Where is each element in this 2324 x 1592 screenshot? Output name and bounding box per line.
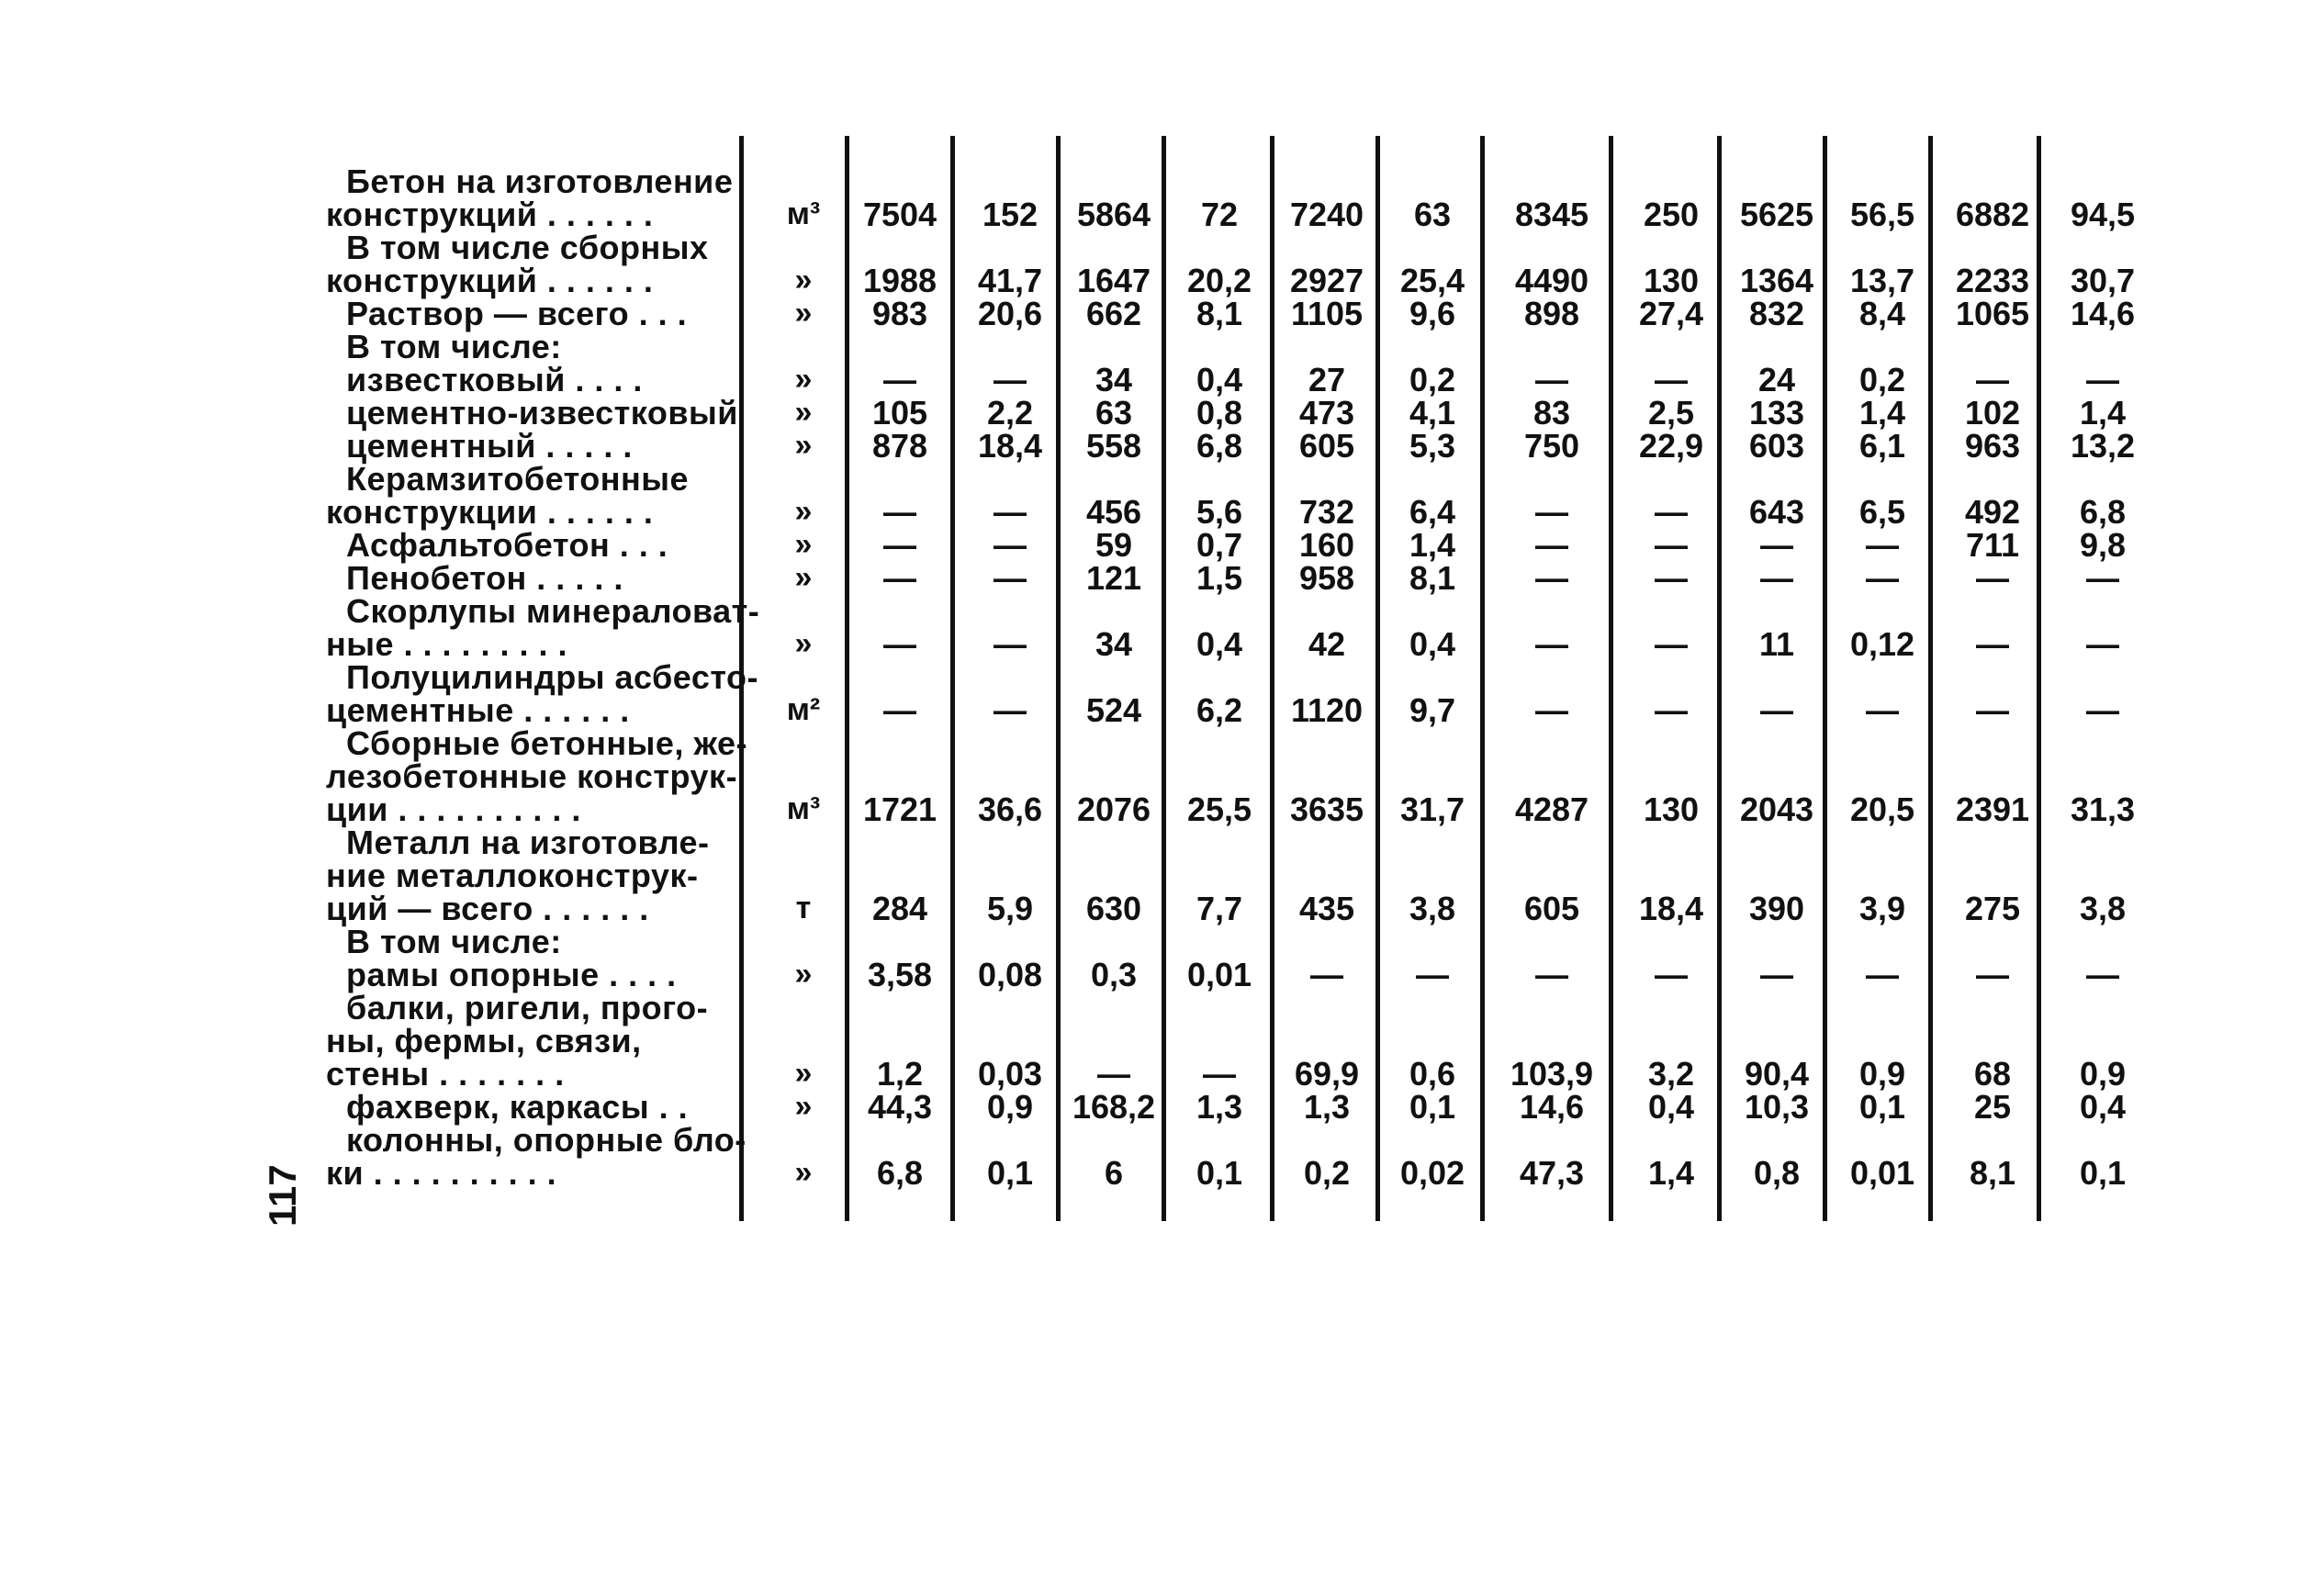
value-cell: 8,1 xyxy=(1969,1154,2016,1192)
value-cell: 0,6 xyxy=(1409,1055,1456,1093)
value-cell: — xyxy=(1655,956,1688,993)
value-cell: 24 xyxy=(1757,361,1796,398)
value-cell: 898 xyxy=(1523,295,1580,332)
value-cell: — xyxy=(883,526,916,564)
value-cell: 10,3 xyxy=(1744,1088,1810,1126)
value-cell: 4287 xyxy=(1514,790,1589,828)
value-cell: 6 xyxy=(1104,1154,1124,1192)
value-cell: 6,2 xyxy=(1196,691,1243,729)
value-cell: 121 xyxy=(1085,559,1142,597)
value-cell: — xyxy=(1976,625,2009,663)
row-label: ции . . . . . . . . . . xyxy=(326,790,581,828)
value-cell: 20,6 xyxy=(977,295,1043,332)
value-cell: 643 xyxy=(1748,493,1805,531)
row-label: Металл на изготовле- xyxy=(346,824,710,861)
value-cell: — xyxy=(883,559,916,597)
value-cell: 0,1 xyxy=(2079,1154,2127,1192)
value-cell: — xyxy=(1866,956,1899,993)
value-cell: 18,4 xyxy=(1638,890,1704,927)
value-cell: 14,6 xyxy=(1519,1088,1585,1126)
value-cell: 524 xyxy=(1085,691,1142,729)
value-cell: 152 xyxy=(982,196,1039,233)
value-cell: 0,1 xyxy=(1409,1088,1456,1126)
value-cell: 1105 xyxy=(1290,295,1364,332)
value-cell: 27,4 xyxy=(1638,295,1704,332)
value-cell: 68 xyxy=(1973,1055,2012,1093)
value-cell: — xyxy=(1760,559,1793,597)
value-cell: 47,3 xyxy=(1519,1154,1585,1192)
value-cell: 25,4 xyxy=(1399,262,1465,299)
value-cell: 14,6 xyxy=(2070,295,2136,332)
value-cell: 105 xyxy=(871,394,928,432)
row-label: В том числе: xyxy=(346,923,562,960)
value-cell: 34 xyxy=(1095,625,1133,663)
value-cell: 7240 xyxy=(1289,196,1364,233)
value-cell: 6,5 xyxy=(1858,493,1906,531)
row-label: цементно-известковый xyxy=(346,394,738,432)
unit-cell: » xyxy=(794,527,813,562)
column-rule xyxy=(1609,136,1613,1221)
value-cell: 9,8 xyxy=(2079,526,2127,564)
value-cell: 832 xyxy=(1748,295,1805,332)
value-cell: 13,2 xyxy=(2070,427,2136,465)
value-cell: — xyxy=(1866,559,1899,597)
value-cell: 2,2 xyxy=(986,394,1034,432)
row-label: В том числе сборных xyxy=(346,229,709,266)
value-cell: 2076 xyxy=(1076,790,1151,828)
value-cell: 9,7 xyxy=(1409,691,1456,729)
value-cell: 56,5 xyxy=(1849,196,1915,233)
unit-cell: » xyxy=(794,362,813,397)
value-cell: 0,3 xyxy=(1090,956,1138,993)
page-number: 117 xyxy=(261,1164,304,1227)
value-cell: 750 xyxy=(1523,427,1580,465)
value-cell: — xyxy=(2086,956,2119,993)
value-cell: 275 xyxy=(1964,890,2021,927)
value-cell: 0,4 xyxy=(1409,625,1456,663)
value-cell: — xyxy=(1535,559,1568,597)
value-cell: — xyxy=(1655,493,1688,531)
value-cell: 732 xyxy=(1298,493,1355,531)
unit-cell: » xyxy=(794,626,813,661)
value-cell: 0,01 xyxy=(1186,956,1252,993)
value-cell: 5864 xyxy=(1076,196,1151,233)
unit-cell: » xyxy=(794,494,813,529)
row-label: Скорлупы минераловат- xyxy=(346,592,760,630)
value-cell: 390 xyxy=(1748,890,1805,927)
value-cell: 0,9 xyxy=(2079,1055,2127,1093)
value-cell: 1,3 xyxy=(1196,1088,1243,1126)
value-cell: — xyxy=(1655,691,1688,729)
value-cell: 83 xyxy=(1532,394,1571,432)
value-cell: 0,12 xyxy=(1849,625,1915,663)
value-cell: 13,7 xyxy=(1849,262,1915,299)
value-cell: 8,1 xyxy=(1409,559,1456,597)
unit-cell: » xyxy=(794,560,813,595)
value-cell: — xyxy=(994,559,1027,597)
value-cell: 0,01 xyxy=(1849,1154,1915,1192)
value-cell: — xyxy=(1866,691,1899,729)
value-cell: 133 xyxy=(1748,394,1805,432)
value-cell: — xyxy=(994,526,1027,564)
value-cell: — xyxy=(1976,956,2009,993)
row-label: ций — всего . . . . . . xyxy=(326,890,649,927)
row-label: В том числе: xyxy=(346,328,562,365)
row-label: фахверк, каркасы . . xyxy=(346,1088,689,1126)
unit-cell: » xyxy=(794,296,813,331)
value-cell: — xyxy=(1655,361,1688,398)
value-cell: 473 xyxy=(1298,394,1355,432)
row-label: рамы опорные . . . . xyxy=(346,956,677,993)
value-cell: 42 xyxy=(1308,625,1346,663)
value-cell: 34 xyxy=(1095,361,1133,398)
value-cell: — xyxy=(1535,956,1568,993)
value-cell: 3,9 xyxy=(1858,890,1906,927)
value-cell: 6,4 xyxy=(1409,493,1456,531)
value-cell: — xyxy=(2086,361,2119,398)
value-cell: 22,9 xyxy=(1638,427,1704,465)
row-label: Асфальтобетон . . . xyxy=(346,526,668,564)
value-cell: 2,5 xyxy=(1647,394,1695,432)
row-label: Полуцилиндры асбесто- xyxy=(346,658,758,696)
value-cell: — xyxy=(1655,526,1688,564)
value-cell: 4,1 xyxy=(1409,394,1456,432)
value-cell: 59 xyxy=(1095,526,1133,564)
unit-cell: » xyxy=(794,1155,813,1190)
value-cell: 983 xyxy=(871,295,928,332)
value-cell: 492 xyxy=(1964,493,2021,531)
value-cell: — xyxy=(994,625,1027,663)
value-cell: — xyxy=(1535,625,1568,663)
value-cell: 103,9 xyxy=(1510,1055,1594,1093)
row-label: стены . . . . . . . xyxy=(326,1055,565,1093)
value-cell: — xyxy=(1535,691,1568,729)
unit-cell: » xyxy=(794,428,813,463)
value-cell: — xyxy=(1097,1055,1130,1093)
unit-cell: м³ xyxy=(786,196,821,231)
row-label: Сборные бетонные, же- xyxy=(346,724,747,762)
row-label: лезобетонные конструк- xyxy=(326,757,738,795)
value-cell: 2927 xyxy=(1289,262,1364,299)
value-cell: 250 xyxy=(1643,196,1700,233)
value-cell: 284 xyxy=(871,890,928,927)
unit-cell: т xyxy=(795,891,812,925)
value-cell: — xyxy=(1655,625,1688,663)
value-cell: — xyxy=(1535,493,1568,531)
unit-cell: » xyxy=(794,1089,813,1124)
value-cell: 711 xyxy=(1965,526,2020,564)
unit-cell: » xyxy=(794,1056,813,1091)
value-cell: 41,7 xyxy=(977,262,1043,299)
value-cell: 3635 xyxy=(1289,790,1364,828)
value-cell: — xyxy=(994,493,1027,531)
value-cell: 18,4 xyxy=(977,427,1043,465)
value-cell: 1,3 xyxy=(1303,1088,1351,1126)
value-cell: 0,03 xyxy=(977,1055,1043,1093)
row-label: ны, фермы, связи, xyxy=(326,1022,642,1059)
value-cell: — xyxy=(2086,625,2119,663)
value-cell: — xyxy=(1976,691,2009,729)
value-cell: 0,2 xyxy=(1409,361,1456,398)
value-cell: 5625 xyxy=(1739,196,1814,233)
value-cell: 7504 xyxy=(862,196,937,233)
value-cell: — xyxy=(1535,361,1568,398)
value-cell: 2391 xyxy=(1955,790,2030,828)
value-cell: — xyxy=(1310,956,1343,993)
value-cell: 1,4 xyxy=(1647,1154,1695,1192)
value-cell: 6,8 xyxy=(2079,493,2127,531)
row-label: известковый . . . . xyxy=(346,361,643,398)
value-cell: — xyxy=(883,691,916,729)
value-cell: 3,58 xyxy=(867,956,933,993)
value-cell: 0,4 xyxy=(1196,361,1243,398)
row-label: Керамзитобетонные xyxy=(346,460,690,498)
value-cell: 0,8 xyxy=(1753,1154,1801,1192)
value-cell: 958 xyxy=(1298,559,1355,597)
value-cell: — xyxy=(2086,691,2119,729)
value-cell: — xyxy=(2086,559,2119,597)
value-cell: 1988 xyxy=(862,262,937,299)
value-cell: — xyxy=(1760,526,1793,564)
value-cell: 2043 xyxy=(1739,790,1814,828)
value-cell: 0,1 xyxy=(986,1154,1034,1192)
value-cell: 0,8 xyxy=(1196,394,1243,432)
value-cell: 1,4 xyxy=(1409,526,1456,564)
value-cell: 662 xyxy=(1085,295,1142,332)
value-cell: 160 xyxy=(1298,526,1355,564)
value-cell: 25,5 xyxy=(1186,790,1252,828)
value-cell: 605 xyxy=(1298,427,1355,465)
value-cell: 11 xyxy=(1758,625,1795,663)
value-cell: 4490 xyxy=(1514,262,1589,299)
value-cell: 8345 xyxy=(1514,196,1589,233)
value-cell: — xyxy=(1203,1055,1236,1093)
value-cell: 0,4 xyxy=(2079,1088,2127,1126)
value-cell: 3,8 xyxy=(1409,890,1456,927)
value-cell: — xyxy=(883,625,916,663)
unit-cell: м³ xyxy=(786,791,821,826)
value-cell: 0,02 xyxy=(1399,1154,1465,1192)
row-label: Раствор — всего . . . xyxy=(346,295,688,332)
value-cell: 69,9 xyxy=(1294,1055,1360,1093)
value-cell: — xyxy=(1976,361,2009,398)
value-cell: 0,2 xyxy=(1303,1154,1351,1192)
value-cell: 963 xyxy=(1964,427,2021,465)
value-cell: 0,08 xyxy=(977,956,1043,993)
value-cell: 6,1 xyxy=(1858,427,1906,465)
value-cell: 27 xyxy=(1308,361,1346,398)
value-cell: 63 xyxy=(1095,394,1133,432)
value-cell: 20,2 xyxy=(1186,262,1252,299)
value-cell: 0,4 xyxy=(1196,625,1243,663)
value-cell: 5,3 xyxy=(1409,427,1456,465)
value-cell: 94,5 xyxy=(2070,196,2136,233)
value-cell: 130 xyxy=(1643,262,1700,299)
value-cell: — xyxy=(1866,526,1899,564)
value-cell: 0,9 xyxy=(1858,1055,1906,1093)
value-cell: 1065 xyxy=(1955,295,2030,332)
value-cell: — xyxy=(1976,559,2009,597)
row-label: конструкции . . . . . . xyxy=(326,493,654,531)
value-cell: — xyxy=(1655,559,1688,597)
value-cell: 168,2 xyxy=(1072,1088,1156,1126)
value-cell: — xyxy=(883,361,916,398)
value-cell: 20,5 xyxy=(1849,790,1915,828)
value-cell: 605 xyxy=(1523,890,1580,927)
value-cell: 1,4 xyxy=(2079,394,2127,432)
row-label: ние металлоконструк- xyxy=(326,857,699,894)
value-cell: 5,9 xyxy=(986,890,1034,927)
value-cell: — xyxy=(1760,956,1793,993)
value-cell: 25 xyxy=(1973,1088,2012,1126)
row-label: балки, ригели, прого- xyxy=(346,989,709,1026)
row-label: ные . . . . . . . . . xyxy=(326,625,568,663)
value-cell: 2233 xyxy=(1955,262,2030,299)
row-label: Бетон на изготовление xyxy=(346,163,734,200)
value-cell: 0,1 xyxy=(1196,1154,1243,1192)
value-cell: 72 xyxy=(1200,196,1239,233)
value-cell: 0,2 xyxy=(1858,361,1906,398)
unit-cell: м² xyxy=(786,692,821,727)
unit-cell: » xyxy=(794,957,813,992)
value-cell: 130 xyxy=(1643,790,1700,828)
value-cell: — xyxy=(994,361,1027,398)
value-cell: — xyxy=(1535,526,1568,564)
value-cell: 5,6 xyxy=(1196,493,1243,531)
value-cell: 6882 xyxy=(1955,196,2030,233)
value-cell: 435 xyxy=(1298,890,1355,927)
value-cell: 6,8 xyxy=(876,1154,924,1192)
value-cell: 7,7 xyxy=(1196,890,1243,927)
value-cell: 0,9 xyxy=(986,1088,1034,1126)
row-label: конструкций . . . . . . xyxy=(326,196,654,233)
value-cell: 31,7 xyxy=(1399,790,1465,828)
value-cell: 102 xyxy=(1964,394,2021,432)
row-label: цементный . . . . . xyxy=(346,427,633,465)
unit-cell: » xyxy=(794,395,813,430)
value-cell: — xyxy=(883,493,916,531)
value-cell: 1364 xyxy=(1739,262,1814,299)
value-cell: 0,1 xyxy=(1858,1088,1906,1126)
value-cell: 0,7 xyxy=(1196,526,1243,564)
row-label: цементные . . . . . . xyxy=(326,691,630,729)
value-cell: 3,2 xyxy=(1647,1055,1695,1093)
unit-cell: » xyxy=(794,263,813,297)
value-cell: 878 xyxy=(871,427,928,465)
value-cell: 1120 xyxy=(1290,691,1364,729)
value-cell: 1,2 xyxy=(876,1055,924,1093)
value-cell: 8,4 xyxy=(1858,295,1906,332)
value-cell: 630 xyxy=(1085,890,1142,927)
value-cell: 63 xyxy=(1413,196,1452,233)
value-cell: 1,4 xyxy=(1858,394,1906,432)
value-cell: 9,6 xyxy=(1409,295,1456,332)
value-cell: 1647 xyxy=(1076,262,1151,299)
value-cell: 36,6 xyxy=(977,790,1043,828)
value-cell: 1721 xyxy=(862,790,937,828)
value-cell: 0,4 xyxy=(1647,1088,1695,1126)
value-cell: 31,3 xyxy=(2070,790,2136,828)
value-cell: 6,8 xyxy=(1196,427,1243,465)
value-cell: 8,1 xyxy=(1196,295,1243,332)
row-label: колонны, опорные бло- xyxy=(346,1121,747,1159)
value-cell: — xyxy=(1760,691,1793,729)
value-cell: 1,5 xyxy=(1196,559,1243,597)
value-cell: — xyxy=(1416,956,1449,993)
value-cell: 90,4 xyxy=(1744,1055,1810,1093)
value-cell: 3,8 xyxy=(2079,890,2127,927)
row-label: конструкций . . . . . . xyxy=(326,262,654,299)
value-cell: 30,7 xyxy=(2070,262,2136,299)
value-cell: 456 xyxy=(1085,493,1142,531)
value-cell: 603 xyxy=(1748,427,1805,465)
value-cell: 558 xyxy=(1085,427,1142,465)
row-label: Пенобетон . . . . . xyxy=(346,559,623,597)
row-label: ки . . . . . . . . . . xyxy=(326,1154,557,1192)
value-cell: — xyxy=(994,691,1027,729)
value-cell: 44,3 xyxy=(867,1088,933,1126)
